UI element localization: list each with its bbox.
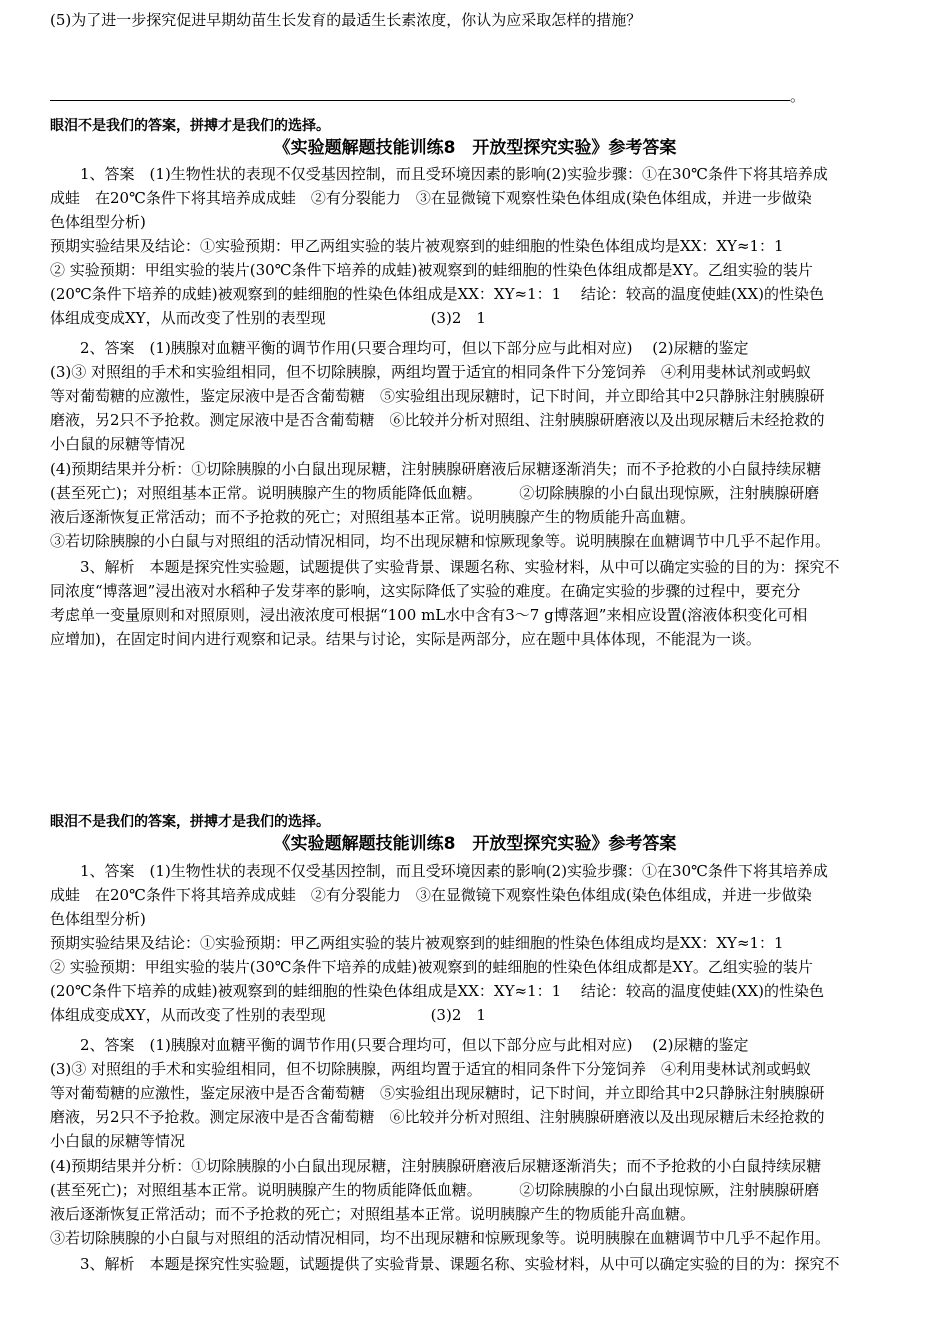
text-line: (4)预期结果并分析：①切除胰腺的小白鼠出现尿糖，注射胰腺研磨液后尿糖逐渐消失；而不予抢救的小白鼠持续尿糖 xyxy=(50,1157,822,1175)
answer-title: 《实验题解题技能训练8 开放型探究实验》参考答案 xyxy=(273,834,677,854)
text-line: 小白鼠的尿糖等情况 xyxy=(50,435,186,453)
text-line: (3)③ 对照组的手术和实验组相同，但不切除胰腺，两组均置于适宜的相同条件下分笼饲养 ④利用斐林试剂或蚂蚁 xyxy=(50,1060,812,1078)
text-line: 色体组型分析) xyxy=(50,213,146,231)
text-line: (甚至死亡)；对照组基本正常。说明胰腺产生的物质能降低血糖。 ②切除胰腺的小白鼠出现惊厥，注射胰腺研磨 xyxy=(50,1181,820,1199)
text-line: 2、答案 (1)胰腺对血糖平衡的调节作用(只要合理均可，但以下部分应与此相对应) (2)尿糖的鉴定 xyxy=(50,1036,749,1054)
text-line: (20℃条件下培养的成蛙)被观察到的蛙细胞的性染色体组成是XX：XY≈1：1 结论：较高的温度使蛙(XX)的性染色 xyxy=(50,982,824,1000)
text-line: 应增加)，在固定时间内进行观察和记录。结果与讨论，实际是两部分，应在题中具体体现，不能混为一谈。 xyxy=(50,630,761,648)
motto: 眼泪不是我们的答案，拼搏才是我们的选择。 xyxy=(50,118,330,134)
question-5: (5)为了进一步探究促进早期幼苗生长发育的最适生长素浓度，你认为应采取怎样的措施？ xyxy=(50,11,642,29)
text-line: (3)③ 对照组的手术和实验组相同，但不切除胰腺，两组均置于适宜的相同条件下分笼饲养 ④利用斐林试剂或蚂蚁 xyxy=(50,363,812,381)
text-line: 预期实验结果及结论：①实验预期：甲乙两组实验的装片被观察到的蛙细胞的性染色体组成均是XX：XY≈1：1 xyxy=(50,934,784,952)
text-line: 体组成变成XY，从而改变了性别的表型现 (3)2 1 xyxy=(50,1006,486,1024)
text-line: 液后逐渐恢复正常活动；而不予抢救的死亡；对照组基本正常。说明胰腺产生的物质能升高血糖。 xyxy=(50,508,696,526)
text-line: 等对葡萄糖的应激性，鉴定尿液中是否含葡萄糖 ⑤实验组出现尿糖时，记下时间，并立即给其中2只静脉注射胰腺研 xyxy=(50,387,825,405)
text-line: 预期实验结果及结论：①实验预期：甲乙两组实验的装片被观察到的蛙细胞的性染色体组成均是XX：XY≈1：1 xyxy=(50,237,784,255)
motto: 眼泪不是我们的答案，拼搏才是我们的选择。 xyxy=(50,814,330,830)
text-line: (4)预期结果并分析：①切除胰腺的小白鼠出现尿糖，注射胰腺研磨液后尿糖逐渐消失；而不予抢救的小白鼠持续尿糖 xyxy=(50,460,822,478)
text-line: 成蛙 在20℃条件下将其培养成成蛙 ②有分裂能力 ③在显微镜下观察性染色体组成(染色体组成，并进一步做染 xyxy=(50,189,812,207)
text-line: 色体组型分析) xyxy=(50,910,146,928)
text-line: 体组成变成XY，从而改变了性别的表型现 (3)2 1 xyxy=(50,309,486,327)
text-line: 2、答案 (1)胰腺对血糖平衡的调节作用(只要合理均可，但以下部分应与此相对应) (2)尿糖的鉴定 xyxy=(50,339,749,357)
text-line: (甚至死亡)；对照组基本正常。说明胰腺产生的物质能降低血糖。 ②切除胰腺的小白鼠出现惊厥，注射胰腺研磨 xyxy=(50,484,820,502)
text-line: ② 实验预期：甲组实验的装片(30℃条件下培养的成蛙)被观察到的蛙细胞的性染色体组成都是XY。乙组实验的装片 xyxy=(50,958,813,976)
answer-blank-end: 。 xyxy=(790,87,806,105)
text-line: 同浓度“博落迴”浸出液对水稻种子发芽率的影响，这实际降低了实验的难度。在确定实验的步骤的过程中，要充分 xyxy=(50,582,801,600)
text-line: ③若切除胰腺的小白鼠与对照组的活动情况相同，均不出现尿糖和惊厥现象等。说明胰腺在血糖调节中几乎不起作用。 xyxy=(50,1229,831,1247)
text-line: (20℃条件下培养的成蛙)被观察到的蛙细胞的性染色体组成是XX：XY≈1：1 结论：较高的温度使蛙(XX)的性染色 xyxy=(50,285,824,303)
text-line: 小白鼠的尿糖等情况 xyxy=(50,1132,186,1150)
text-line: 1、答案 (1)生物性状的表现不仅受基因控制，而且受环境因素的影响(2)实验步骤：①在30℃条件下将其培养成 xyxy=(50,165,828,183)
text-line: 成蛙 在20℃条件下将其培养成成蛙 ②有分裂能力 ③在显微镜下观察性染色体组成(染色体组成，并进一步做染 xyxy=(50,886,812,904)
text-line: 3、解析 本题是探究性实验题，试题提供了实验背景、课题名称、实验材料，从中可以确定实验的目的为：探究不 xyxy=(50,558,840,576)
text-line: 1、答案 (1)生物性状的表现不仅受基因控制，而且受环境因素的影响(2)实验步骤：①在30℃条件下将其培养成 xyxy=(50,862,828,880)
text-line: 3、解析 本题是探究性实验题，试题提供了实验背景、课题名称、实验材料，从中可以确定实验的目的为：探究不 xyxy=(50,1255,840,1273)
text-line: ② 实验预期：甲组实验的装片(30℃条件下培养的成蛙)被观察到的蛙细胞的性染色体组成都是XY。乙组实验的装片 xyxy=(50,261,813,279)
text-line: ③若切除胰腺的小白鼠与对照组的活动情况相同，均不出现尿糖和惊厥现象等。说明胰腺在血糖调节中几乎不起作用。 xyxy=(50,532,831,550)
text-line: 磨液，另2只不予抢救。测定尿液中是否含葡萄糖 ⑥比较并分析对照组、注射胰腺研磨液以及出现尿糖后未经抢救的 xyxy=(50,1108,825,1126)
text-line: 考虑单一变量原则和对照原则，浸出液浓度可根据“100 mL水中含有3～7 g博落迴”来相应设置(溶液体积变化可相 xyxy=(50,606,808,624)
text-line: 等对葡萄糖的应激性，鉴定尿液中是否含葡萄糖 ⑤实验组出现尿糖时，记下时间，并立即给其中2只静脉注射胰腺研 xyxy=(50,1084,825,1102)
text-line: 液后逐渐恢复正常活动；而不予抢救的死亡；对照组基本正常。说明胰腺产生的物质能升高血糖。 xyxy=(50,1205,696,1223)
answer-blank-line xyxy=(50,100,790,101)
answer-title: 《实验题解题技能训练8 开放型探究实验》参考答案 xyxy=(273,138,677,158)
text-line: 磨液，另2只不予抢救。测定尿液中是否含葡萄糖 ⑥比较并分析对照组、注射胰腺研磨液以及出现尿糖后未经抢救的 xyxy=(50,411,825,429)
